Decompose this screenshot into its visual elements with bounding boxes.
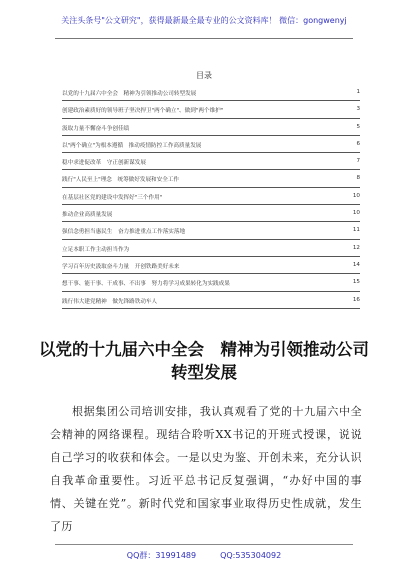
toc-entry-text: 想干事、能干事、干成事、不出事 努力将学习成果转化为实践成果: [62, 281, 230, 288]
toc-entry-text: 以"两个确立"为根本遵循 推动疫情防控工作高质量发展: [62, 142, 202, 149]
toc-entry[interactable]: [62, 103, 360, 120]
document-title-line-1: 以党的十九届六中全会 精神为引领推动公司: [39, 340, 369, 359]
toc-entry-page: 16: [352, 296, 360, 303]
toc-title: 目录: [196, 71, 212, 80]
toc-underline: [62, 169, 360, 170]
header-divider: [55, 38, 353, 39]
toc-underline: [62, 308, 360, 309]
toc-underline: [62, 256, 360, 257]
toc-entry[interactable]: [62, 207, 360, 224]
toc-entry-text: 推动企业高质量发展: [62, 212, 113, 219]
toc-entry[interactable]: [62, 172, 360, 189]
toc-underline: [62, 239, 360, 240]
toc-entry[interactable]: [62, 242, 360, 259]
toc-underline: [62, 135, 360, 136]
toc-entry-text: 践行伟大建党精神 做先锋路铁动车人: [62, 298, 158, 305]
toc-entry-page: 6: [356, 140, 360, 147]
toc-entry-page: 14: [352, 261, 360, 268]
toc-entry[interactable]: [62, 86, 360, 103]
toc-entry-page: 10: [352, 192, 360, 199]
toc-entry-page: 1: [356, 89, 360, 95]
toc-entry[interactable]: [62, 259, 360, 276]
toc-entry-page: 3: [356, 106, 360, 113]
toc-entry-page: 7: [356, 158, 360, 165]
toc-entry-text: 强信念勇担当惠民生 奋力推进重点工作落实落地: [62, 229, 186, 236]
document-body: 根据集团公司培训安排，我认真观看了党的十九届六中全会精神的网络课程。现结合聆听XX书记的开班式授课，说说自己学习的收获和体会。一是以史为鉴、开创未来，充分认识自我革命重要性。习近平总书记反复强调，“办好中国的事情、关键在党”。新时代党和国家事业取得历史性成就，发生了历: [50, 405, 362, 532]
toc-entry-text: 稳中求进促改革 守正创新谋发展: [62, 160, 146, 167]
toc-underline: [62, 118, 360, 119]
toc-entry-text: 学习百年历史汲取奋斗力量 开创铁路美好未来: [62, 263, 180, 270]
document-title: [30, 338, 378, 384]
toc-entry-text: 汲取力量不懈奋斗争创佳绩: [62, 125, 130, 132]
toc-entry-text: 以党的十九届六中全会 精神为引领推动公司转型发展: [62, 91, 197, 97]
footer-divider: [55, 544, 353, 545]
toc-entry[interactable]: [62, 224, 360, 241]
footer-contact: QQ群：31991489 QQ:535304092: [126, 551, 282, 560]
toc-entry[interactable]: [62, 294, 360, 311]
header-note: 关注头条号"公文研究"，获得最新最全最专业的公文资料库！ 微信：gongwenyj: [61, 16, 347, 25]
toc-underline: [62, 221, 360, 222]
toc-entry-text: 创建政治素质好的领导班子坚决捍卫"两个确立"、做到"两个维护": [62, 108, 224, 115]
toc-entry[interactable]: [62, 121, 360, 138]
toc-entry-text: 践行"人民至上"理念 统筹做好发展和安全工作: [62, 177, 180, 184]
toc-underline: [62, 204, 360, 205]
toc-entry-page: 10: [352, 210, 360, 217]
toc-entry-text: 立足本职工作主动担当作为: [62, 246, 130, 253]
toc-entry-page: 11: [352, 227, 360, 234]
toc-underline: [62, 152, 360, 153]
toc-underline: [62, 273, 360, 274]
toc-entry-page: 15: [352, 279, 360, 286]
document-title-line-2: 转型发展: [171, 363, 237, 382]
toc-entry-page: 5: [356, 123, 360, 130]
toc-underline: [62, 100, 360, 101]
toc-entry[interactable]: [62, 138, 360, 155]
toc-entry[interactable]: [62, 190, 360, 207]
toc-entry[interactable]: [62, 276, 360, 293]
toc-underline: [62, 187, 360, 188]
table-of-contents: [62, 86, 360, 311]
toc-entry[interactable]: [62, 155, 360, 172]
toc-underline: [62, 291, 360, 292]
toc-entry-text: 在基层社区党的建设中发挥好"三个作用": [62, 194, 163, 201]
toc-entry-page: 12: [352, 244, 360, 251]
toc-entry-page: 8: [356, 175, 360, 182]
